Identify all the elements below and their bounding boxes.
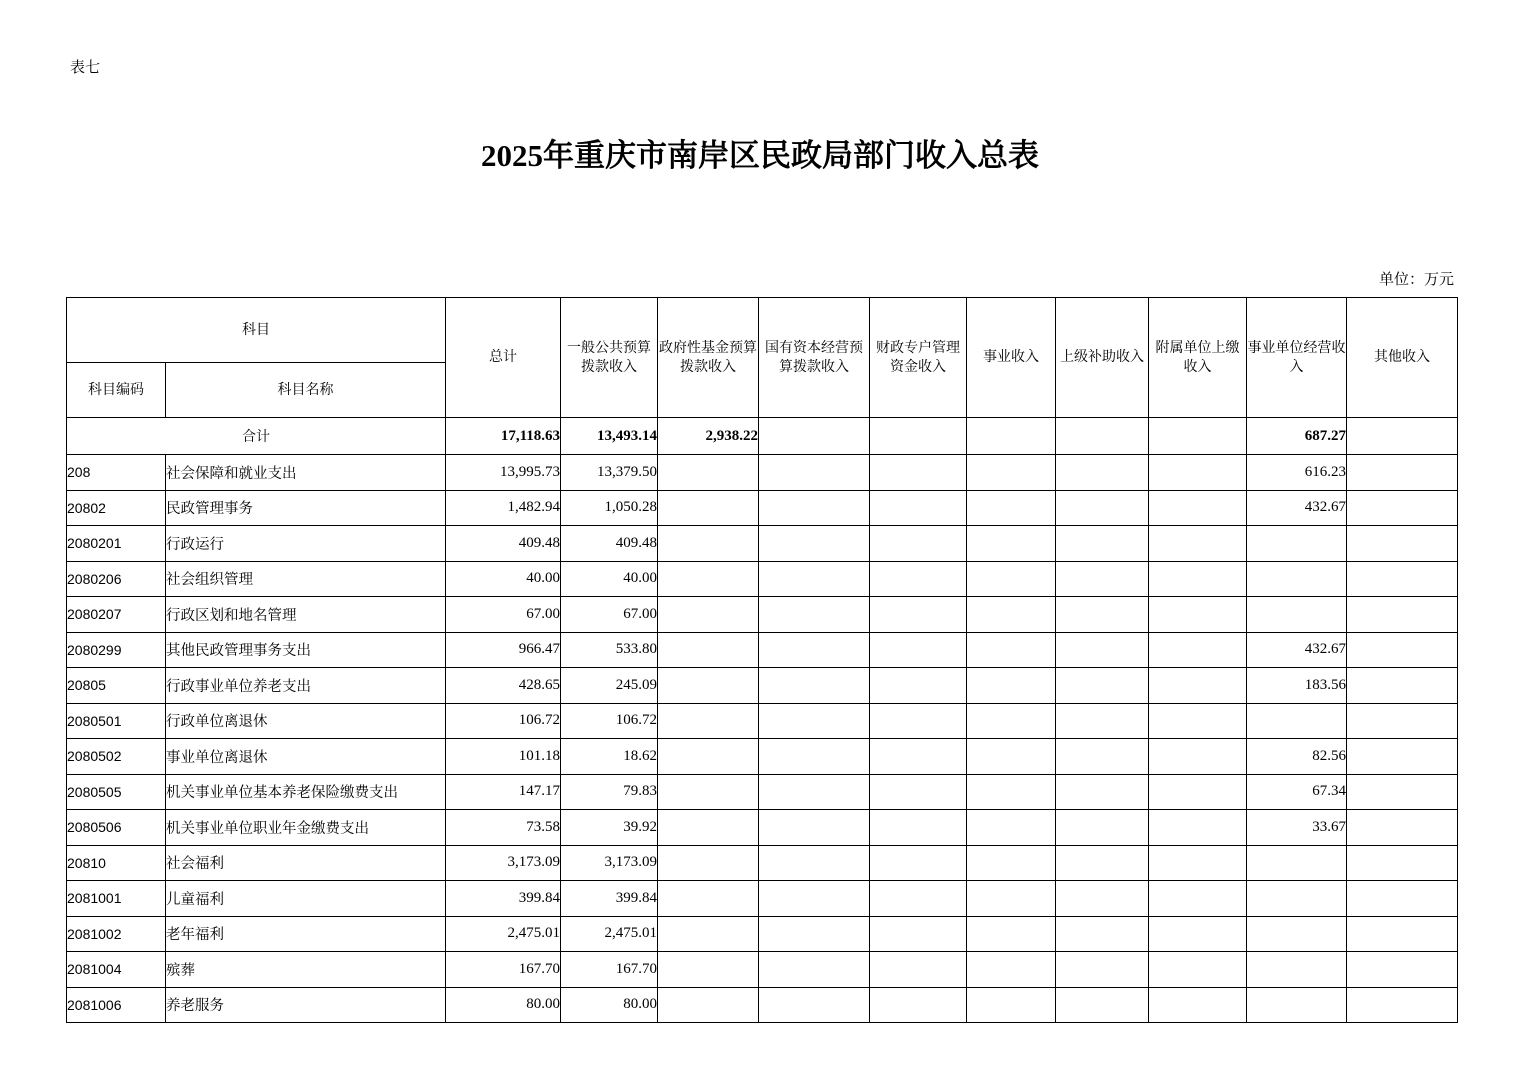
amount-cell [870, 774, 967, 810]
amount-cell [1149, 881, 1247, 917]
amount-cell: 82.56 [1247, 739, 1347, 775]
header-gov-fund: 政府性基金预算拨款收入 [658, 298, 759, 418]
amount-cell [870, 703, 967, 739]
amount-cell: 432.67 [1247, 632, 1347, 668]
amount-cell [1056, 739, 1149, 775]
amount-cell: 67.00 [446, 597, 561, 633]
amount-cell: 13,995.73 [446, 455, 561, 491]
header-name: 科目名称 [166, 363, 446, 418]
subject-name-cell: 事业单位离退休 [166, 739, 446, 775]
amount-cell [658, 739, 759, 775]
amount-cell [1056, 526, 1149, 562]
amount-cell: 167.70 [561, 952, 658, 988]
amount-cell [759, 810, 870, 846]
amount-cell [1149, 455, 1247, 491]
header-superior-subsidy: 上级补助收入 [1056, 298, 1149, 418]
amount-cell [870, 845, 967, 881]
amount-cell [1056, 845, 1149, 881]
amount-cell [759, 668, 870, 704]
amount-cell: 40.00 [561, 561, 658, 597]
amount-cell: 18.62 [561, 739, 658, 775]
header-code: 科目编码 [67, 363, 166, 418]
total-cell [967, 418, 1056, 455]
amount-cell: 2,475.01 [561, 916, 658, 952]
amount-cell [1347, 774, 1458, 810]
subject-code-cell: 2080501 [67, 703, 166, 739]
amount-cell [1347, 526, 1458, 562]
subject-name-cell: 民政管理事务 [166, 490, 446, 526]
amount-cell [1247, 881, 1347, 917]
amount-cell [658, 774, 759, 810]
header-affiliated: 附属单位上缴收入 [1149, 298, 1247, 418]
amount-cell: 399.84 [446, 881, 561, 917]
subject-code-cell: 2081002 [67, 916, 166, 952]
subject-code-cell: 2081004 [67, 952, 166, 988]
amount-cell: 3,173.09 [446, 845, 561, 881]
amount-cell [967, 810, 1056, 846]
table-row [67, 987, 1458, 1023]
total-label: 合计 [67, 418, 446, 455]
amount-cell [1247, 987, 1347, 1023]
amount-cell [1149, 952, 1247, 988]
amount-cell [1347, 632, 1458, 668]
amount-cell [1347, 916, 1458, 952]
amount-cell [759, 632, 870, 668]
amount-cell [870, 739, 967, 775]
subject-name-cell: 机关事业单位基本养老保险缴费支出 [166, 774, 446, 810]
amount-cell [1056, 668, 1149, 704]
amount-cell: 432.67 [1247, 490, 1347, 526]
table-row [67, 668, 1458, 704]
total-cell [759, 418, 870, 455]
table-row [67, 597, 1458, 633]
table-row [67, 952, 1458, 988]
amount-cell [658, 952, 759, 988]
amount-cell: 106.72 [446, 703, 561, 739]
amount-cell [967, 490, 1056, 526]
total-cell [1149, 418, 1247, 455]
amount-cell [1347, 561, 1458, 597]
amount-cell [1056, 561, 1149, 597]
amount-cell [967, 916, 1056, 952]
amount-cell [1347, 987, 1458, 1023]
amount-cell [1347, 455, 1458, 491]
amount-cell: 2,475.01 [446, 916, 561, 952]
amount-cell [1247, 916, 1347, 952]
amount-cell [967, 881, 1056, 917]
amount-cell [967, 632, 1056, 668]
amount-cell [759, 845, 870, 881]
amount-cell [658, 455, 759, 491]
amount-cell [759, 881, 870, 917]
amount-cell [658, 703, 759, 739]
amount-cell: 428.65 [446, 668, 561, 704]
header-state-capital: 国有资本经营预算拨款收入 [759, 298, 870, 418]
amount-cell [1149, 987, 1247, 1023]
table-row [67, 916, 1458, 952]
amount-cell [1149, 774, 1247, 810]
subject-code-cell: 2081001 [67, 881, 166, 917]
subject-code-cell: 2080207 [67, 597, 166, 633]
amount-cell [967, 526, 1056, 562]
amount-cell [1347, 490, 1458, 526]
amount-cell: 3,173.09 [561, 845, 658, 881]
amount-cell [1149, 668, 1247, 704]
amount-cell [1347, 597, 1458, 633]
amount-cell [1149, 739, 1247, 775]
income-summary-table [66, 297, 1458, 1023]
amount-cell [967, 952, 1056, 988]
subject-code-cell: 2080299 [67, 632, 166, 668]
amount-cell [1347, 881, 1458, 917]
amount-cell [1056, 916, 1149, 952]
amount-cell [1247, 597, 1347, 633]
amount-cell [658, 597, 759, 633]
subject-name-cell: 老年福利 [166, 916, 446, 952]
page-title: 2025年重庆市南岸区民政局部门收入总表 [481, 138, 1039, 173]
amount-cell [658, 668, 759, 704]
amount-cell [1149, 810, 1247, 846]
amount-cell [967, 455, 1056, 491]
subject-code-cell: 2081006 [67, 987, 166, 1023]
amount-cell [870, 916, 967, 952]
amount-cell [658, 845, 759, 881]
amount-cell: 167.70 [446, 952, 561, 988]
table-row [67, 845, 1458, 881]
table-row [67, 526, 1458, 562]
amount-cell [1056, 703, 1149, 739]
amount-cell [1056, 632, 1149, 668]
total-cell: 2,938.22 [658, 418, 759, 455]
amount-cell: 67.34 [1247, 774, 1347, 810]
header-special-fund: 财政专户管理资金收入 [870, 298, 967, 418]
amount-cell [1149, 526, 1247, 562]
table-row [67, 632, 1458, 668]
amount-cell [1149, 490, 1247, 526]
amount-cell [1056, 881, 1149, 917]
subject-name-cell: 儿童福利 [166, 881, 446, 917]
subject-code-cell: 20805 [67, 668, 166, 704]
amount-cell [870, 881, 967, 917]
amount-cell: 1,482.94 [446, 490, 561, 526]
amount-cell [870, 632, 967, 668]
amount-cell [967, 561, 1056, 597]
amount-cell [759, 916, 870, 952]
header-total: 总计 [446, 298, 561, 418]
amount-cell [759, 455, 870, 491]
amount-cell [1247, 845, 1347, 881]
amount-cell [759, 987, 870, 1023]
amount-cell [1347, 810, 1458, 846]
amount-cell: 73.58 [446, 810, 561, 846]
table-row [67, 455, 1458, 491]
subject-code-cell: 2080505 [67, 774, 166, 810]
subject-name-cell: 其他民政管理事务支出 [166, 632, 446, 668]
amount-cell [1056, 774, 1149, 810]
amount-cell [870, 987, 967, 1023]
amount-cell [658, 916, 759, 952]
subject-name-cell: 行政单位离退休 [166, 703, 446, 739]
amount-cell [1347, 739, 1458, 775]
header-business-income: 事业收入 [967, 298, 1056, 418]
total-row [67, 418, 1458, 455]
amount-cell [967, 703, 1056, 739]
amount-cell [870, 455, 967, 491]
amount-cell [759, 561, 870, 597]
amount-cell [967, 987, 1056, 1023]
amount-cell [870, 668, 967, 704]
amount-cell: 106.72 [561, 703, 658, 739]
amount-cell [1056, 455, 1149, 491]
amount-cell [759, 526, 870, 562]
amount-cell: 80.00 [561, 987, 658, 1023]
amount-cell: 409.48 [561, 526, 658, 562]
subject-name-cell: 社会保障和就业支出 [166, 455, 446, 491]
subject-name-cell: 殡葬 [166, 952, 446, 988]
subject-name-cell: 社会组织管理 [166, 561, 446, 597]
total-cell [870, 418, 967, 455]
subject-code-cell: 20810 [67, 845, 166, 881]
header-subject: 科目 [67, 298, 446, 363]
amount-cell: 13,379.50 [561, 455, 658, 491]
amount-cell [870, 597, 967, 633]
table-row [67, 774, 1458, 810]
total-cell: 17,118.63 [446, 418, 561, 455]
header-operating: 事业单位经营收入 [1247, 298, 1347, 418]
amount-cell [1247, 952, 1347, 988]
subject-name-cell: 养老服务 [166, 987, 446, 1023]
amount-cell [658, 987, 759, 1023]
amount-cell: 1,050.28 [561, 490, 658, 526]
amount-cell [759, 739, 870, 775]
amount-cell [1149, 916, 1247, 952]
amount-cell: 616.23 [1247, 455, 1347, 491]
amount-cell [1149, 632, 1247, 668]
amount-cell [759, 774, 870, 810]
amount-cell: 966.47 [446, 632, 561, 668]
total-cell: 687.27 [1247, 418, 1347, 455]
subject-code-cell: 2080506 [67, 810, 166, 846]
amount-cell [1247, 703, 1347, 739]
amount-cell [870, 561, 967, 597]
amount-cell [1247, 526, 1347, 562]
amount-cell [658, 526, 759, 562]
amount-cell: 39.92 [561, 810, 658, 846]
amount-cell: 40.00 [446, 561, 561, 597]
table-row [67, 810, 1458, 846]
amount-cell: 80.00 [446, 987, 561, 1023]
amount-cell [658, 810, 759, 846]
amount-cell [658, 632, 759, 668]
amount-cell: 533.80 [561, 632, 658, 668]
amount-cell [870, 952, 967, 988]
amount-cell [1149, 597, 1247, 633]
header-other: 其他收入 [1347, 298, 1458, 418]
subject-name-cell: 行政事业单位养老支出 [166, 668, 446, 704]
amount-cell [1056, 952, 1149, 988]
subject-name-cell: 机关事业单位职业年金缴费支出 [166, 810, 446, 846]
subject-code-cell: 208 [67, 455, 166, 491]
subject-code-cell: 2080502 [67, 739, 166, 775]
amount-cell [658, 881, 759, 917]
amount-cell [1056, 987, 1149, 1023]
amount-cell [1056, 810, 1149, 846]
amount-cell: 33.67 [1247, 810, 1347, 846]
amount-cell: 399.84 [561, 881, 658, 917]
table-number-label: 表七 [70, 58, 101, 76]
amount-cell [1347, 703, 1458, 739]
subject-code-cell: 20802 [67, 490, 166, 526]
amount-cell [967, 739, 1056, 775]
table-row [67, 703, 1458, 739]
subject-code-cell: 2080201 [67, 526, 166, 562]
amount-cell [967, 668, 1056, 704]
amount-cell [658, 561, 759, 597]
amount-cell [759, 597, 870, 633]
table-row [67, 490, 1458, 526]
amount-cell: 67.00 [561, 597, 658, 633]
table-row [67, 739, 1458, 775]
amount-cell [967, 774, 1056, 810]
amount-cell [1347, 952, 1458, 988]
amount-cell [759, 490, 870, 526]
total-cell [1347, 418, 1458, 455]
subject-name-cell: 社会福利 [166, 845, 446, 881]
amount-cell: 245.09 [561, 668, 658, 704]
header-general-budget: 一般公共预算拨款收入 [561, 298, 658, 418]
amount-cell: 183.56 [1247, 668, 1347, 704]
amount-cell [870, 526, 967, 562]
subject-code-cell: 2080206 [67, 561, 166, 597]
subject-name-cell: 行政运行 [166, 526, 446, 562]
amount-cell [1056, 597, 1149, 633]
amount-cell [967, 597, 1056, 633]
amount-cell [1149, 561, 1247, 597]
table-row [67, 881, 1458, 917]
amount-cell: 147.17 [446, 774, 561, 810]
amount-cell [658, 490, 759, 526]
amount-cell [870, 490, 967, 526]
total-cell [1056, 418, 1149, 455]
amount-cell [759, 703, 870, 739]
table-row [67, 561, 1458, 597]
total-cell: 13,493.14 [561, 418, 658, 455]
amount-cell: 101.18 [446, 739, 561, 775]
amount-cell: 409.48 [446, 526, 561, 562]
amount-cell [870, 810, 967, 846]
amount-cell [1056, 490, 1149, 526]
amount-cell [1247, 561, 1347, 597]
amount-cell [759, 952, 870, 988]
subject-name-cell: 行政区划和地名管理 [166, 597, 446, 633]
amount-cell [1149, 703, 1247, 739]
amount-cell [967, 845, 1056, 881]
amount-cell [1347, 845, 1458, 881]
unit-label: 单位：万元 [1378, 270, 1454, 288]
amount-cell [1149, 845, 1247, 881]
amount-cell [1347, 668, 1458, 704]
amount-cell: 79.83 [561, 774, 658, 810]
